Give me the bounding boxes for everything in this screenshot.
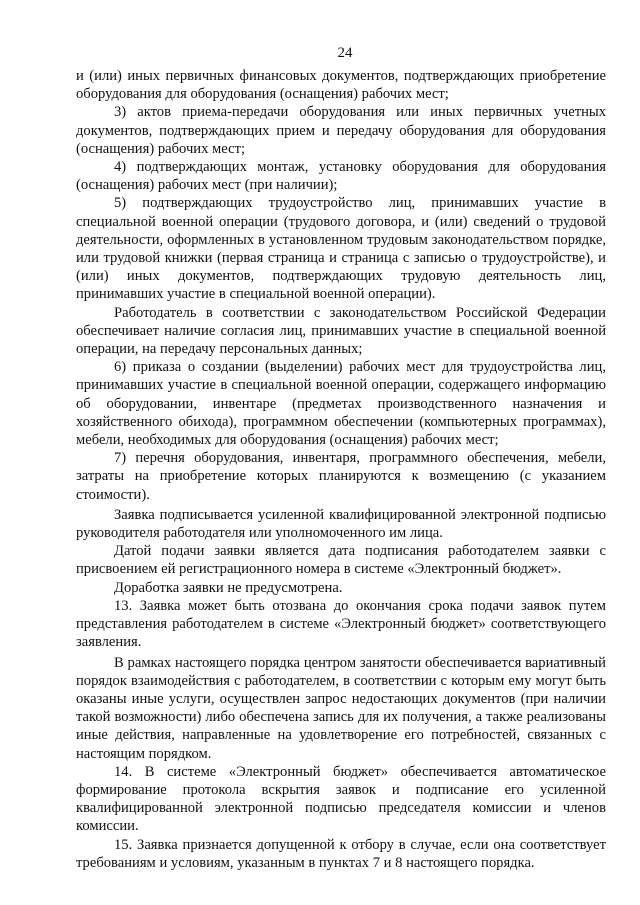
paragraph: и (или) иных первичных финансовых документов, подтверждающих приобретение оборудования для оборудования (оснащения) рабочих мест; <box>76 68 606 103</box>
paragraph: Доработка заявки не предусмотрена. <box>114 579 343 596</box>
paragraph: Датой подачи заявки является дата подписания работодателем заявки с присвоением ей регистрационного номера в системе «Электронный бюджет». <box>76 543 606 578</box>
paragraph: 5) подтверждающих трудоустройство лиц, принимавших участие в специальной военной операции (трудового договора, и (или) сведений о трудовой деятельности, оформленных в установленном трудовым законодательством порядке, или трудовой книжки (первая страница и страница с записью о трудоустройстве), и (или) иных документов, подтверждающих трудовую деятельность лиц, принимавших участие в специальной военной операции). <box>76 195 606 303</box>
paragraph: В рамках настоящего порядка центром занятости обеспечивается вариативный порядок взаимодействия с работодателем, в соответствии с которым ему могут быть оказаны иные услуги, осуществлен запрос недостающих документов (при наличии такой возможности) либо обеспечена запись для их получения, а также реализованы иные действия, направленные на удовлетворение его потребностей, связанных с настоящим порядком. <box>76 654 606 762</box>
paragraph: 15. Заявка признается допущенной к отбору в случае, если она соответствует требованиям и условиям, указанным в пунктах 7 и 8 настоящего порядка. <box>76 836 606 871</box>
paragraph: Заявка подписывается усиленной квалифицированной электронной подписью руководителя работодателя или уполномоченного им лица. <box>76 506 606 542</box>
paragraph: 14. В системе «Электронный бюджет» обеспечивается автоматическое формирование протокола вскрытия заявок и подписание его усиленной квалифицированной электронной подписью председателя комиссии и членов комиссии. <box>76 763 606 835</box>
paragraph: 7) перечня оборудования, инвентаря, программного обеспечения, мебели, затраты на приобретение которых планируются к возмещению (с указанием стоимости). <box>76 450 606 503</box>
paragraph: 6) приказа о создании (выделении) рабочих мест для трудоустройства лиц, принимавших участие в специальной военной операции, содержащего информацию об оборудовании, инвентаре (предметах производственного назначения и хозяйственного обихода), программном обеспечении (компьютерных программах), мебели, необходимых для оборудования (оснащения) рабочих мест; <box>76 359 606 449</box>
paragraph: 13. Заявка может быть отозвана до окончания срока подачи заявок путем представления работодателем в системе «Электронный бюджет» соответствующего заявления. <box>76 597 606 651</box>
paragraph: 4) подтверждающих монтаж, установку оборудования для оборудования (оснащения) рабочих мест (при наличии); <box>76 159 606 194</box>
paragraph: 3) актов приема-передачи оборудования или иных первичных учетных документов, подтверждающих прием и передачу оборудования для оборудования (оснащения) рабочих мест; <box>76 104 606 157</box>
page-number: 24 <box>337 45 353 61</box>
paragraph: Работодатель в соответствии с законодательством Российской Федерации обеспечивает наличие согласия лиц, принимавших участие в специальной военной операции, на передачу персональных данных; <box>76 304 606 358</box>
document-body <box>76 67 606 872</box>
